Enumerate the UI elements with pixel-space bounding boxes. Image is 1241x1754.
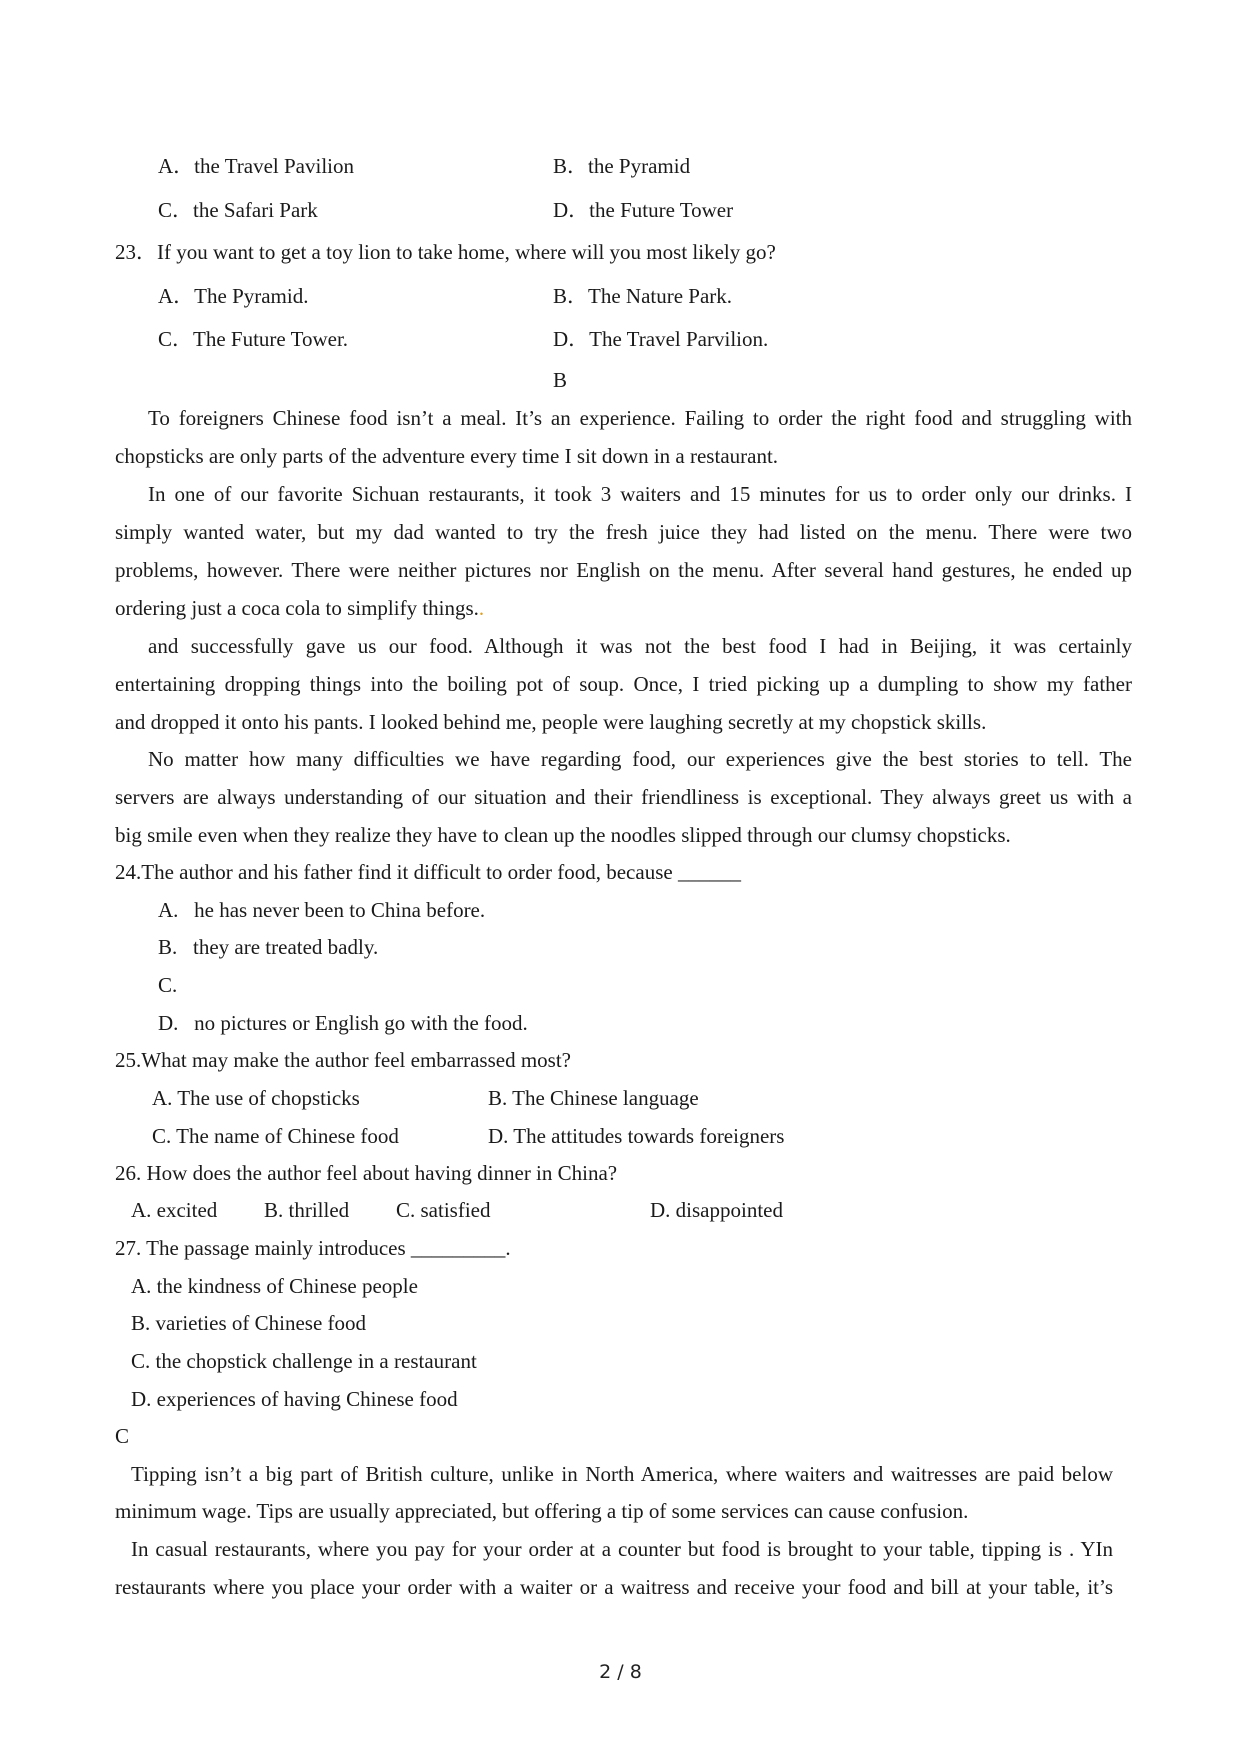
q25-stem: 25.What may make the author feel embarrassed most? [115, 1048, 571, 1072]
q25-option-d: D. The attitudes towards foreigners [488, 1124, 785, 1148]
q27-option-c: C. the chopstick challenge in a restaurant [131, 1349, 477, 1373]
q23-stem: 23．If you want to get a toy lion to take home, where will you most likely go? [115, 240, 776, 264]
highlight-dot: . [478, 596, 485, 620]
passage-c-p1-line2: minimum wage. Tips are usually appreciated, but offering a tip of some services can cause confusion. [115, 1499, 969, 1523]
passage-b-p3-line2: entertaining dropping things into the boiling pot of soup. Once, I tried picking up a dumpling to show my father [115, 672, 1132, 696]
q24-option-c: C. [158, 973, 178, 997]
q24-option-d: D. no pictures or English go with the food. [158, 1011, 528, 1035]
passage-b-p1-line2: chopsticks are only parts of the adventure every time I sit down in a restaurant. [115, 444, 779, 468]
q22-option-a: A．the Travel Pavilion [158, 154, 355, 178]
q24-option-a: A. he has never been to China before. [158, 898, 486, 922]
q27-stem: 27. The passage mainly introduces _________. [115, 1236, 511, 1260]
q22-option-c: C．the Safari Park [158, 198, 318, 222]
q23-option-a: A．The Pyramid. [158, 284, 309, 308]
passage-b-p3-line1: and successfully gave us our food. Although it was not the best food I had in Beijing, it was certainly [148, 634, 1132, 658]
q27-option-a: A. the kindness of Chinese people [131, 1274, 418, 1298]
section-b-label: B [553, 368, 568, 392]
q23-option-c: C．The Future Tower. [158, 327, 349, 351]
q27-option-d: D. experiences of having Chinese food [131, 1387, 458, 1411]
passage-b-p1-line1: To foreigners Chinese food isn’t a meal. It’s an experience. Failing to order the right food and struggling with [148, 406, 1132, 430]
passage-b-p2-line1: In one of our favorite Sichuan restaurants, it took 3 waiters and 15 minutes for us to order only our drinks. I [148, 482, 1132, 506]
passage-b-p4-line3: big smile even when they realize they have to clean up the noodles slipped through our clumsy chopsticks. [115, 823, 1011, 847]
q27-option-b: B. varieties of Chinese food [131, 1311, 367, 1335]
q26-option-d: D. disappointed [650, 1198, 783, 1222]
page-number: 2 / 8 [599, 1661, 642, 1683]
q26-option-a: A. excited [131, 1198, 218, 1222]
q22-option-d: D．the Future Tower [553, 198, 734, 222]
passage-b-p2-line2: simply wanted water, but my dad wanted to try the fresh juice they had listed on the menu. There were two [115, 520, 1132, 544]
passage-c-p1-line1: Tipping isn’t a big part of British culture, unlike in North America, where waiters and waitresses are paid below [131, 1462, 1113, 1486]
q25-option-c: C. The name of Chinese food [152, 1124, 399, 1148]
q23-option-d: D．The Travel Parvilion. [553, 327, 769, 351]
section-c-label: C [115, 1424, 130, 1448]
q26-stem: 26. How does the author feel about having dinner in China? [115, 1161, 618, 1185]
q25-option-b: B. The Chinese language [488, 1086, 699, 1110]
passage-c-p2-line2: restaurants where you place your order with a waiter or a waitress and receive your food and bill at your table, it’s [115, 1575, 1113, 1599]
passage-b-p4-line2: servers are always understanding of our situation and their friendliness is exceptional. They always greet us with a [115, 785, 1132, 809]
q26-option-c: C. satisfied [396, 1198, 491, 1222]
q23-option-b: B．The Nature Park. [553, 284, 733, 308]
q24-option-b: B. they are treated badly. [158, 935, 379, 959]
passage-b-p2-line3: problems, however. There were neither pictures nor English on the menu. After several hand gestures, he ended up [115, 558, 1132, 582]
q26-option-b: B. thrilled [264, 1198, 350, 1222]
q24-stem: 24.The author and his father find it difficult to order food, because ______ [115, 860, 741, 884]
q22-option-b: B．the Pyramid [553, 154, 691, 178]
passage-b-p2-line4 [115, 595, 484, 621]
passage-b-p3-line3: and dropped it onto his pants. I looked behind me, people were laughing secretly at my chopstick skills. [115, 710, 987, 734]
passage-c-p2-line1: In casual restaurants, where you pay for your order at a counter but food is brought to your table, tipping is . YIn [131, 1537, 1113, 1561]
passage-b-p4-line1: No matter how many difficulties we have regarding food, our experiences give the best stories to tell. The [148, 747, 1132, 771]
passage-b-p2-line4-text: ordering just a coca cola to simplify things. [115, 596, 479, 620]
q25-option-a: A. The use of chopsticks [152, 1086, 360, 1110]
